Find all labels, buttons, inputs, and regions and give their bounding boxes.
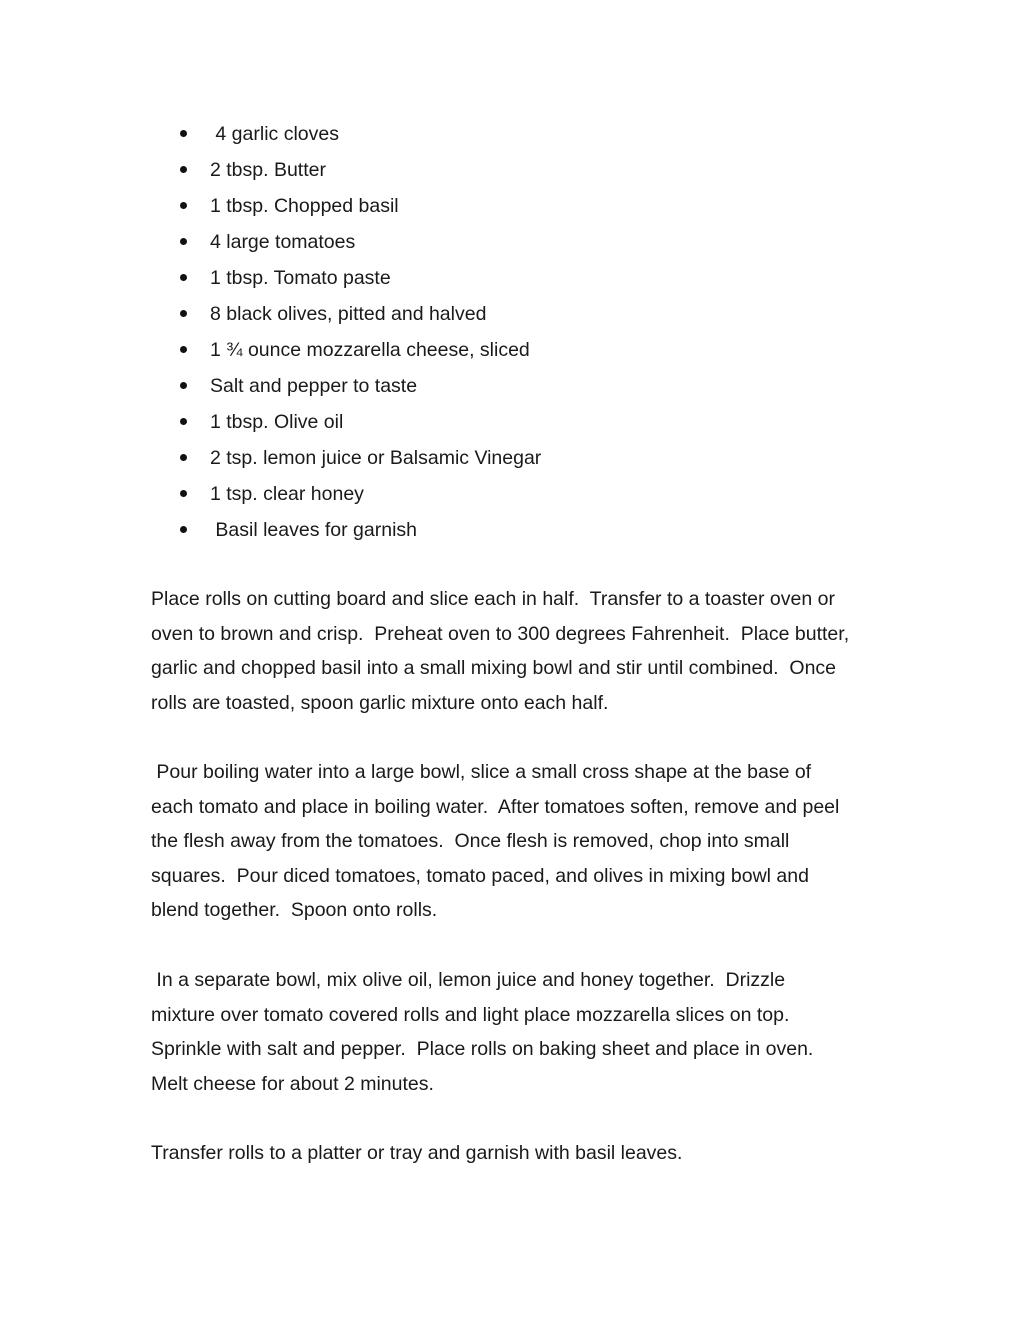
list-item bbox=[180, 370, 900, 406]
list-item bbox=[180, 334, 900, 370]
list-item bbox=[180, 298, 900, 334]
list-item bbox=[180, 190, 900, 226]
ingredient-text: Salt and pepper to taste bbox=[210, 375, 418, 397]
bullet-icon bbox=[180, 166, 187, 173]
ingredient-text: Basil leaves for garnish bbox=[210, 519, 418, 541]
bullet-icon bbox=[180, 490, 187, 497]
ingredient-text: 1 ¾ ounce mozzarella cheese, sliced bbox=[210, 339, 530, 361]
bullet-icon bbox=[180, 346, 187, 353]
instruction-paragraph: Place rolls on cutting board and slice each in half. Transfer to a toaster oven or oven to brown and crisp. Preheat oven to 300 degrees Fahrenheit. Place butter, garlic and chopped basil into a small mixing bowl and stir until combined. Once rolls are toasted, spoon garlic mixture onto each half. bbox=[151, 588, 850, 714]
list-item bbox=[180, 262, 900, 298]
ingredient-list bbox=[180, 118, 900, 550]
ingredient-text: 1 tsp. clear honey bbox=[210, 483, 364, 505]
ingredient-text: 4 large tomatoes bbox=[210, 231, 356, 253]
bullet-icon bbox=[180, 274, 187, 281]
list-item bbox=[180, 226, 900, 262]
ingredient-text: 4 garlic cloves bbox=[210, 123, 339, 145]
bullet-icon bbox=[180, 526, 187, 533]
bullet-icon bbox=[180, 418, 187, 425]
bullet-icon bbox=[180, 454, 187, 461]
instruction-paragraph: Transfer rolls to a platter or tray and garnish with basil leaves. bbox=[151, 1142, 683, 1164]
list-item bbox=[180, 514, 900, 550]
ingredient-text: 8 black olives, pitted and halved bbox=[210, 303, 487, 325]
instruction-paragraph: In a separate bowl, mix olive oil, lemon juice and honey together. Drizzle mixture over tomato covered rolls and light place mozzarella slices on top. Sprinkle with salt and pepper. Place rolls on baking sheet and place in oven. Melt cheese for about 2 minutes. bbox=[151, 969, 814, 1095]
bullet-icon bbox=[180, 130, 187, 137]
list-item bbox=[180, 118, 900, 154]
list-item bbox=[180, 154, 900, 190]
list-item bbox=[180, 478, 900, 514]
bullet-icon bbox=[180, 238, 187, 245]
ingredient-text: 2 tbsp. Butter bbox=[210, 159, 326, 181]
ingredient-text: 1 tbsp. Olive oil bbox=[210, 411, 344, 433]
bullet-icon bbox=[180, 202, 187, 209]
list-item bbox=[180, 442, 900, 478]
bullet-icon bbox=[180, 310, 187, 317]
instruction-paragraph: Pour boiling water into a large bowl, slice a small cross shape at the base of each tomato and place in boiling water. After tomatoes soften, remove and peel the flesh away from the tomatoes. Once flesh is removed, chop into small squares. Pour diced tomatoes, tomato paced, and olives in mixing bowl and blend together. Spoon onto rolls. bbox=[151, 761, 840, 922]
ingredient-text: 1 tbsp. Tomato paste bbox=[210, 267, 391, 289]
list-item bbox=[180, 406, 900, 442]
ingredient-text: 1 tbsp. Chopped basil bbox=[210, 195, 399, 217]
ingredient-text: 2 tsp. lemon juice or Balsamic Vinegar bbox=[210, 447, 542, 469]
bullet-icon bbox=[180, 382, 187, 389]
